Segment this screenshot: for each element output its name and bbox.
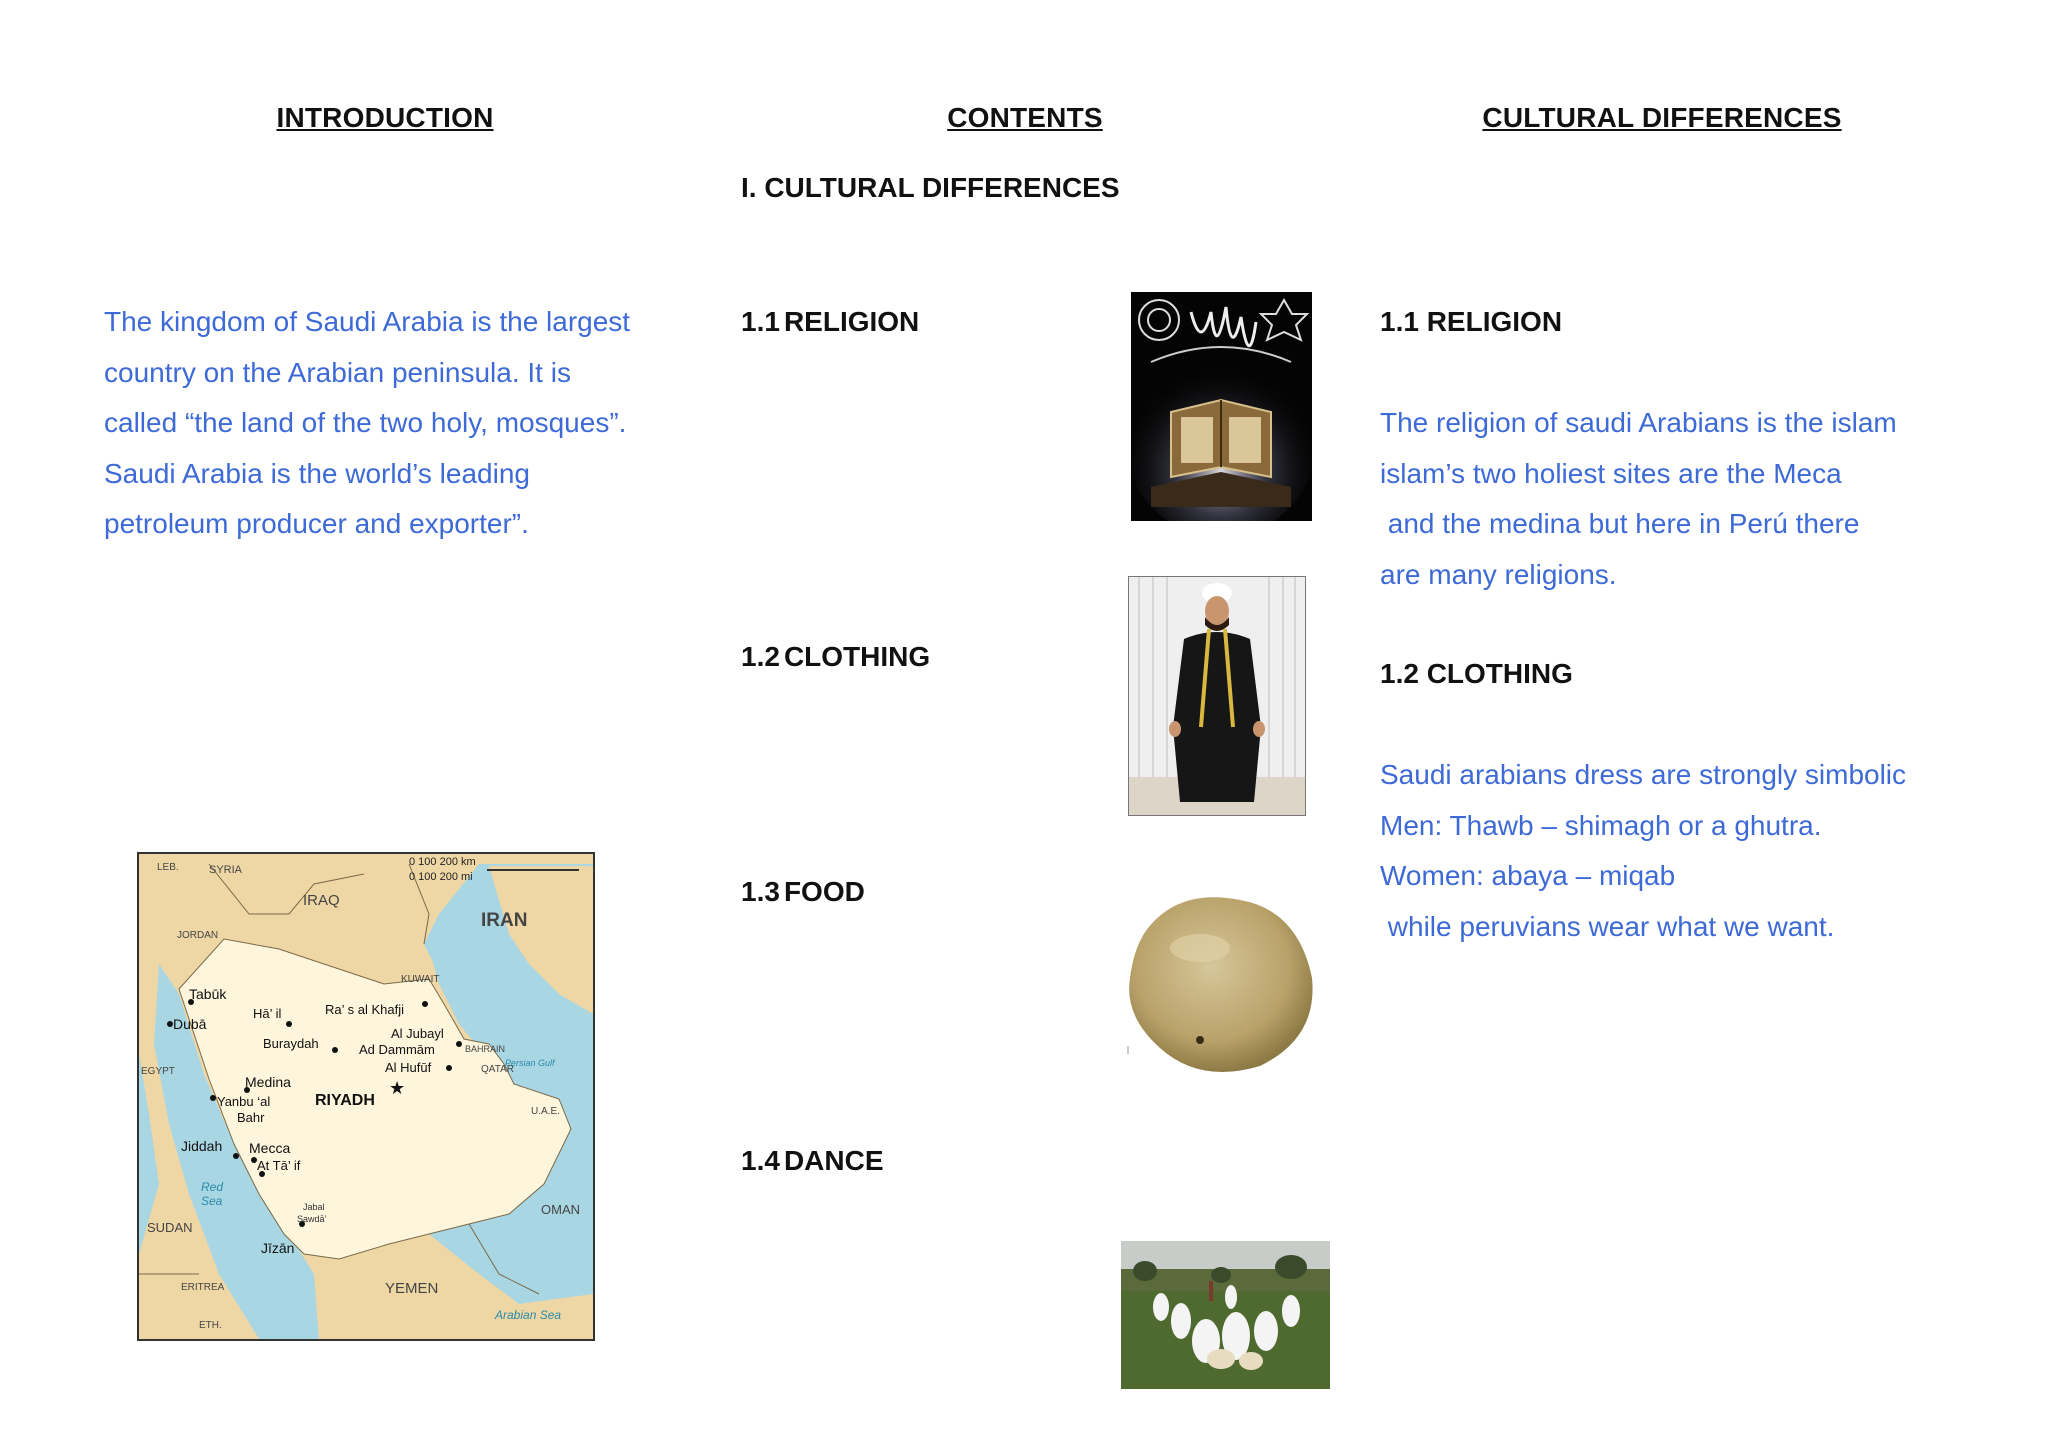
map-water-label: Arabian Sea: [495, 1308, 562, 1322]
religion-image: [1131, 292, 1312, 521]
map-city: Jiddah: [181, 1138, 223, 1154]
map-city: Ra’ s al Khafji: [325, 1002, 404, 1017]
religion-title: 1.1 RELIGION: [1380, 306, 1563, 337]
dance-image: [1121, 1241, 1330, 1389]
intro-line: petroleum producer and exporter”.: [104, 508, 529, 539]
svg-text:★: ★: [389, 1078, 406, 1098]
map-label: IRAQ: [303, 892, 340, 909]
map-city: Dubā: [173, 1016, 207, 1032]
clothing-line: Men: Thawb – shimagh or a ghutra.: [1380, 809, 1822, 841]
map-scale-km: 0 100 200 km: [409, 856, 476, 868]
map-city: Sawdā’: [297, 1214, 327, 1224]
map-label: YEMEN: [385, 1280, 439, 1297]
clothing-line: Saudi arabians dress are strongly simbolic: [1380, 759, 1907, 790]
contents-item-label: FOOD: [783, 876, 865, 907]
map-city: Jabal: [303, 1202, 325, 1212]
map-city: Bahr: [237, 1110, 265, 1125]
map-city: Ad Dammām: [359, 1042, 435, 1057]
map-label: ETH.: [199, 1320, 222, 1331]
map-city: At Tā’ if: [257, 1158, 301, 1173]
religion-paragraph: [1380, 398, 1897, 600]
food-image: [1120, 888, 1320, 1078]
map-water-label: Red Sea: [201, 1180, 224, 1208]
map-label: ERITREA: [181, 1282, 225, 1293]
religion-line: The religion of saudi Arabians is the islam: [1380, 407, 1897, 438]
map-label: BAHRAIN: [465, 1044, 506, 1054]
contents-item-label: DANCE: [783, 1145, 884, 1176]
clothing-title: 1.2 CLOTHING: [1380, 658, 1573, 689]
map-label: SUDAN: [147, 1220, 193, 1235]
map-city: Buraydah: [263, 1036, 319, 1051]
contents-section-title: I. CULTURAL DIFFERENCES: [741, 172, 1120, 203]
contents-heading: CONTENTS: [947, 102, 1103, 133]
contents-item-label: RELIGION: [783, 306, 920, 337]
religion-line: islam’s two holiest sites are the Meca: [1380, 457, 1842, 489]
map-city: Medina: [245, 1074, 291, 1090]
intro-line: called “the land of the two holy, mosques”.: [104, 407, 627, 438]
map-label: SYRIA: [209, 864, 243, 876]
clothing-paragraph: [1380, 750, 1906, 952]
map-city: Al Jubayl: [391, 1026, 444, 1041]
intro-line: The kingdom of Saudi Arabia is the largest: [104, 306, 631, 337]
map-city: Yanbu ‘al: [217, 1094, 271, 1109]
map-label: EGYPT: [141, 1066, 175, 1077]
clothing-line: while peruvians wear what we want.: [1380, 910, 1835, 942]
contents-item-clothing: [741, 641, 930, 673]
intro-line: Saudi Arabia is the world’s leading: [104, 457, 530, 489]
clothing-image: [1128, 576, 1306, 816]
contents-item-number: 1.1: [741, 306, 780, 337]
map-label: IRAN: [481, 910, 528, 931]
contents-item-number: 1.4: [741, 1145, 780, 1176]
contents-item-label: CLOTHING: [783, 641, 931, 672]
introduction-heading: INTRODUCTION: [276, 102, 494, 133]
clothing-line: Women: abaya – miqab: [1380, 860, 1676, 891]
map-label: JORDAN: [177, 930, 219, 941]
introduction-paragraph: [104, 297, 630, 550]
map-label: LEB.: [157, 862, 179, 873]
map-city: Mecca: [249, 1140, 291, 1156]
saudi-arabia-map: [137, 852, 595, 1341]
intro-line: country on the Arabian peninsula. It is: [104, 356, 571, 388]
map-label: OMAN: [541, 1202, 580, 1217]
contents-item-dance: [741, 1145, 884, 1177]
religion-line: are many religions.: [1380, 558, 1617, 590]
map-water-label: Persian Gulf: [505, 1058, 555, 1068]
contents-item-religion: [741, 306, 919, 338]
map-city: Al Hufūf: [385, 1060, 432, 1075]
contents-item-number: 1.3: [741, 876, 780, 907]
contents-item-number: 1.2: [741, 641, 780, 672]
map-scale-mi: 0 100 200 mi: [409, 871, 473, 883]
map-city: Tabūk: [189, 986, 227, 1002]
map-city: Hā’ il: [253, 1006, 282, 1021]
contents-item-food: [741, 876, 865, 908]
cultural-differences-heading: CULTURAL DIFFERENCES: [1482, 102, 1842, 133]
map-city-capital: RIYADH: [315, 1092, 375, 1109]
map-label: QATAR: [481, 1064, 514, 1075]
religion-line: and the medina but here in Perú there: [1380, 508, 1860, 539]
map-label: U.A.E.: [531, 1106, 560, 1117]
map-city: Jīzān: [261, 1240, 295, 1256]
map-label: KUWAIT: [401, 974, 440, 985]
